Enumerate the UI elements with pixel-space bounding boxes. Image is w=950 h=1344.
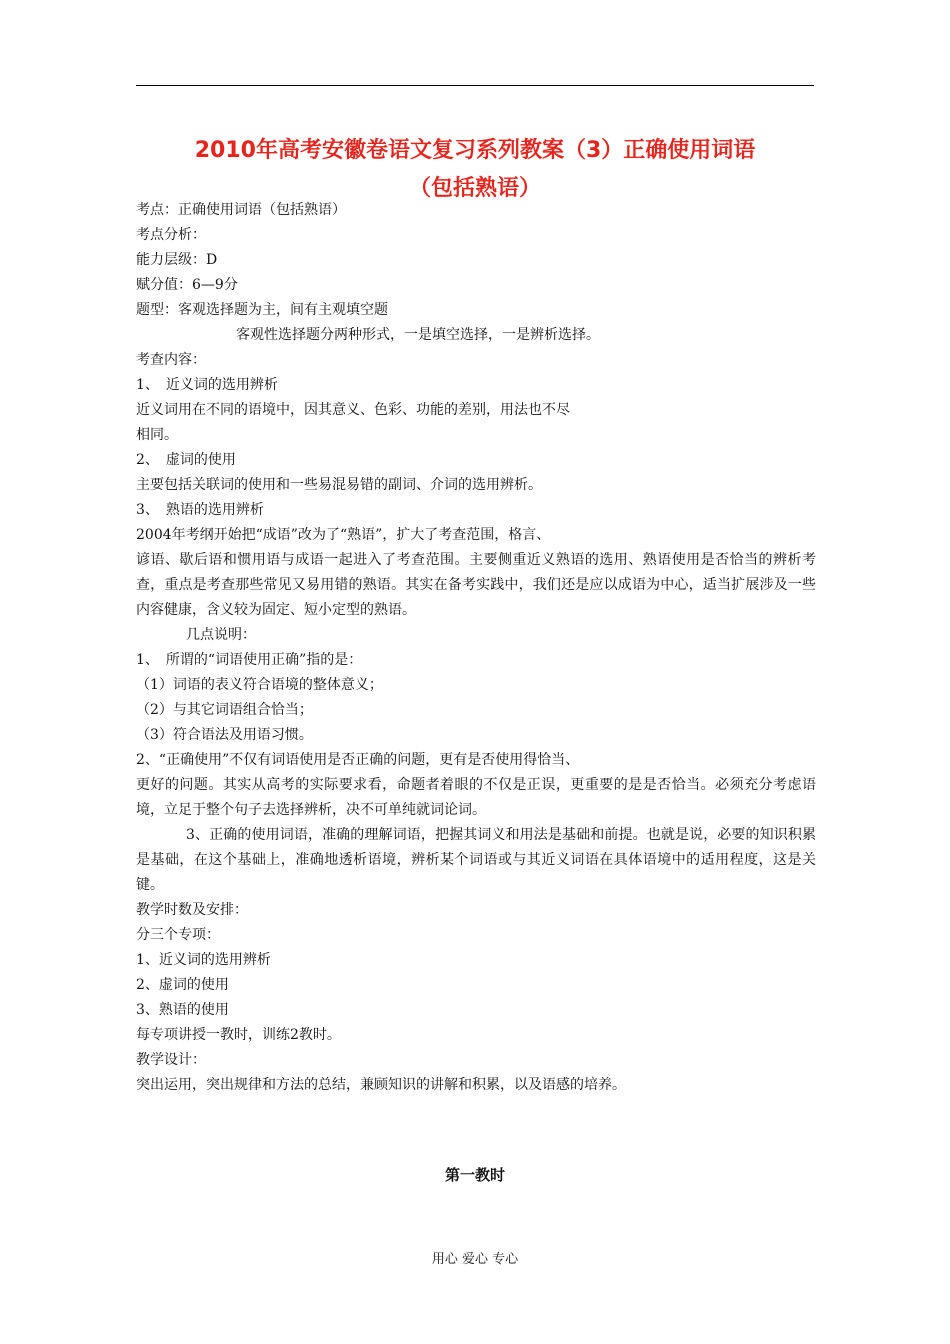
content-item-1-text-a: 近义词用在不同的语境中，因其意义、色彩、功能的差别，用法也不尽 <box>136 402 570 418</box>
exam-point-analysis: 考点分析： <box>136 227 206 243</box>
per-topic-hours: 每专项讲授一教时，训练2教时。 <box>136 1027 341 1043</box>
exam-content-heading: 考查内容： <box>136 352 206 368</box>
topic-2: 2、虚词的使用 <box>136 977 229 993</box>
note-1-a: （1）词语的表义符合语境的整体意义； <box>136 677 383 693</box>
three-topics: 分三个专项： <box>136 927 220 943</box>
question-type: 题型：客观选择题为主，间有主观填空题 <box>136 302 388 318</box>
title-line-2: （包括熟语） <box>408 176 541 201</box>
note-2-a: 2、“正确使用”不仅有词语使用是否正确的问题，更有是否使用得恰当、 <box>136 752 580 768</box>
topic-1: 1、近义词的选用辨析 <box>136 952 271 968</box>
title-line-1: 2010年高考安徽卷语文复习系列教案（3）正确使用词语 <box>194 138 756 163</box>
content-item-3-text-b: 谚语、歇后语和惯用语与成语一起进入了考查范围。主要侧重近义熟语的选用、熟语使用是否恰当的辨析考查，重点是考查那些常见又易用错的熟语。其实在备考实践中，我们还是应以成语为中心，适当扩展涉及一些内容健康，含义较为固定、短小定型的熟语。 <box>136 552 816 618</box>
section-heading: 第一教时 <box>444 1166 505 1184</box>
teaching-hours-heading: 教学时数及安排： <box>136 902 248 918</box>
note-1-b: （2）与其它词语组合恰当； <box>136 702 313 718</box>
teaching-design-heading: 教学设计： <box>136 1052 206 1068</box>
content-item-2: 2、 虚词的使用 <box>136 452 236 468</box>
header-rule <box>136 85 814 86</box>
page-footer: 用心 爱心 专心 <box>431 1252 519 1267</box>
content-item-1: 1、 近义词的选用辨析 <box>136 377 278 393</box>
content-item-3: 3、 熟语的选用辨析 <box>136 502 264 518</box>
score-value: 赋分值：6—9分 <box>136 277 238 293</box>
topic-3: 3、熟语的使用 <box>136 1002 229 1018</box>
note-1: 1、 所谓的“词语使用正确”指的是： <box>136 652 363 668</box>
ability-level: 能力层级：D <box>136 252 218 268</box>
note-3: 3、正确的使用词语，准确的理解词语，把握其词义和用法是基础和前提。也就是说，必要的知识积累是基础，在这个基础上，准确地透析语境，辨析某个词语或与其近义词语在具体语境中的适用程度，这是关键。 <box>136 827 816 893</box>
document-body <box>136 198 816 1098</box>
content-item-1-text-b: 相同。 <box>136 427 178 443</box>
exam-point: 考点：正确使用词语（包括熟语） <box>136 202 346 218</box>
notes-heading: 几点说明： <box>186 627 256 643</box>
note-2-b: 更好的问题。其实从高考的实际要求看，命题者着眼的不仅是正误，更重要的是是否恰当。必须充分考虑语境，立足于整个句子去选择辨析，决不可单纯就词论词。 <box>136 777 816 818</box>
teaching-design-text: 突出运用，突出规律和方法的总结，兼顾知识的讲解和积累，以及语感的培养。 <box>136 1077 626 1093</box>
content-item-3-text-a: 2004年考纲开始把“成语”改为了“熟语”，扩大了考查范围，格言、 <box>136 527 551 543</box>
question-type-detail: 客观性选择题分两种形式，一是填空选择，一是辨析选择。 <box>236 327 600 343</box>
content-item-2-text: 主要包括关联词的使用和一些易混易错的副词、介词的选用辨析。 <box>136 477 542 493</box>
note-1-c: （3）符合语法及用语习惯。 <box>136 727 313 743</box>
document-title <box>136 132 814 208</box>
